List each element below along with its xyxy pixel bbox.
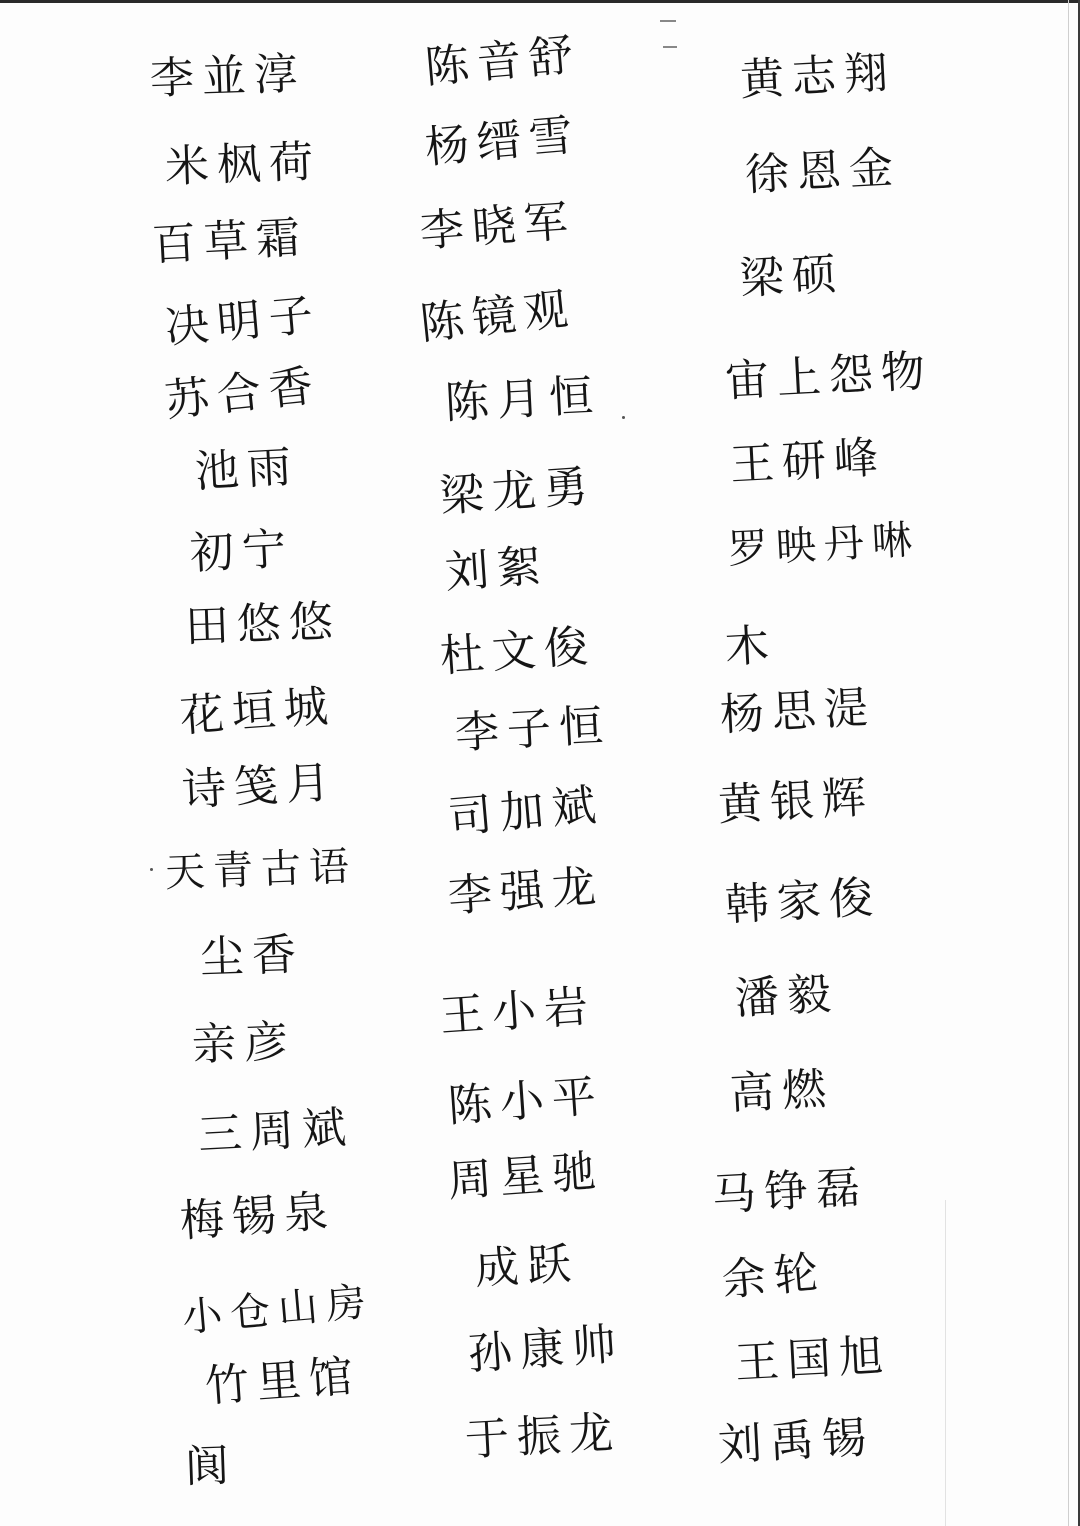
name-entry: 陈小平 bbox=[446, 1070, 606, 1133]
name-entry: 黄志翔 bbox=[738, 46, 898, 107]
name-entry: 罗映丹啉 bbox=[726, 517, 922, 573]
name-entry: 诗笺月 bbox=[180, 756, 340, 817]
name-entry: 米枫荷 bbox=[164, 136, 322, 193]
name-entry: 决明子 bbox=[163, 289, 323, 354]
name-entry: 百草霜 bbox=[150, 211, 310, 272]
name-entry: 杨缙雪 bbox=[423, 109, 583, 174]
name-entry: 苏合香 bbox=[162, 359, 324, 428]
scan-mark bbox=[663, 46, 677, 48]
name-entry: 尘香 bbox=[199, 929, 305, 984]
name-entry: 李强龙 bbox=[446, 860, 606, 923]
name-entry: 杜文俊 bbox=[438, 620, 598, 683]
name-entry: 池雨 bbox=[193, 441, 301, 498]
name-entry: 周星驰 bbox=[446, 1145, 606, 1208]
name-entry: 田悠悠 bbox=[184, 596, 342, 653]
scan-edge-top bbox=[0, 0, 1080, 3]
name-entry: 司加斌 bbox=[446, 779, 606, 844]
name-entry: 梅锡泉 bbox=[178, 1185, 338, 1248]
name-entry: 初宁 bbox=[188, 523, 296, 580]
name-entry: 木 bbox=[723, 619, 779, 674]
name-entry: 杨思湜 bbox=[718, 681, 878, 742]
name-entry: 花垣城 bbox=[178, 680, 338, 743]
name-entry: 阆 bbox=[184, 1440, 238, 1493]
name-entry: 刘絮 bbox=[443, 540, 551, 599]
paper-crease bbox=[945, 1200, 946, 1526]
name-entry: 梁龙勇 bbox=[438, 460, 598, 523]
name-entry: 徐恩金 bbox=[743, 141, 903, 202]
name-entry: 陈镜观 bbox=[417, 282, 579, 351]
name-entry: 于振龙 bbox=[463, 1406, 623, 1467]
scan-mark bbox=[660, 20, 676, 22]
name-entry: 马铮磊 bbox=[710, 1161, 870, 1222]
name-entry: 高燃 bbox=[728, 1063, 836, 1120]
ink-speck bbox=[622, 416, 625, 419]
name-entry: 李晓军 bbox=[418, 195, 578, 258]
name-entry: 余轮 bbox=[719, 1246, 828, 1307]
name-entry: 竹里馆 bbox=[203, 1350, 363, 1413]
name-entry: 三周斌 bbox=[196, 1101, 356, 1162]
name-entry: 李子恒 bbox=[453, 699, 613, 760]
name-entry: 李並淳 bbox=[149, 48, 307, 105]
name-entry: 陈音舒 bbox=[423, 29, 583, 94]
scan-edge-shadow bbox=[1068, 0, 1069, 1526]
name-entry: 王研峰 bbox=[728, 431, 888, 492]
name-entry: 黄银辉 bbox=[716, 771, 876, 832]
name-entry: 王小岩 bbox=[438, 980, 598, 1043]
name-entry: 孙康帅 bbox=[466, 1318, 626, 1381]
name-entry: 刘禹锡 bbox=[716, 1411, 876, 1472]
name-entry: 宙上怨物 bbox=[723, 345, 935, 408]
ink-speck bbox=[150, 868, 153, 871]
name-entry: 陈月恒 bbox=[443, 369, 603, 430]
name-entry: 潘毅 bbox=[733, 968, 841, 1025]
name-entry: 小仓山房 bbox=[180, 1278, 376, 1342]
name-entry: 天青古语 bbox=[164, 843, 358, 897]
name-entry: 亲彦 bbox=[191, 1016, 297, 1071]
name-entry: 王国旭 bbox=[733, 1329, 893, 1390]
name-entry: 成跃 bbox=[473, 1238, 581, 1295]
name-entry: 梁硕 bbox=[738, 248, 846, 305]
name-entry: 韩家俊 bbox=[723, 871, 883, 932]
